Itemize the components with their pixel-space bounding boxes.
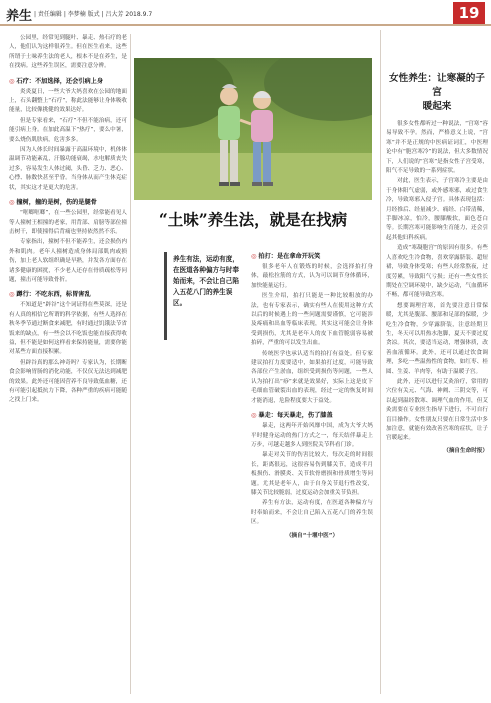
paragraph: 暴走对关节的伤害比较大，每次走的时间很长，距离很远，这很容易伤到膝关节，造成半月板损伤、滑膜炎、关节软骨磨损和骨质增生等问题。尤其是老年人，由于自身关节退行性改变，膝关节比较脆弱，过度运动会加重关节负担。 [251, 452, 373, 496]
paragraph: 造成“寒凝胞宫”的原因有很多。有些人喜欢吃生冷食物，喜欢穿露脐装、超短裙，导致身体受寒；有些人经常熬夜，过度劳累，导致阳气亏损；还有一些女性长期处在空调环境中，缺少运动，气血循环不畅，都可能导致宫寒。 [386, 245, 488, 299]
bullet-icon: ◎ [9, 291, 15, 299]
bullet-icon: ◎ [251, 253, 257, 260]
paragraph: “哐啷哐啷”，在一些公园里，经常能看见人等人撞树王相撞的老家，用背部、肩膀等部位撞击树干，即使撞得后背痛也坚持依然然不乐。 [9, 210, 127, 235]
paragraph: 对此，医生表示，子宫寒冷主要是由于身体阳气虚弱，或外感寒邪，或过食生冷，导致寒邪入侵子宫。具体表现包括：月经推后、经量减少、痛经、白带清稀，手脚冰凉，怕冷，腰膝酸软，面色苍白等。长期宫寒可能影响生育能力，还会引起其他妇科疾病。 [386, 178, 488, 241]
elderly-couple-photo [134, 58, 372, 200]
paragraph: 传统医学也承认适当的拍打有益处。但专家建议拍打力度要适中，如果拍打过度，可能导致各部位产生淤血，组织受到损伤等问题，一些人认为拍打出“痧”来就是效果好，实际上这是皮下毛细血管破裂出血的表现，经过一定的恢复时间才能消退，危险程度要大于益处。 [251, 350, 373, 404]
paragraph: 暴走，这两年开始风靡中国，成为大爷大妈平时健身运动的热门方式之一，每天结伴暴走上万步，可越走越多人到医院关节科看门诊。 [251, 423, 373, 448]
bullet-icon: ◎ [251, 412, 257, 420]
editor-credits: | 责任编辑 | 李梦楠 版式 | 吕大芳 2018.9.7 [34, 11, 153, 18]
paragraph: 但辟谷真的那么神奇吗？专家认为，长期断食会影响胃肠的消化功能，不仅仅无法达到减肥的效果。此外还可能因营养不良导致低血糖，还有可能引起抵抗力下降，各种严重的疾病可能随之找上门来。 [9, 359, 127, 404]
paragraph: 很多女性都听过一种说法，“宫寒”容易导致不孕。然而，严格意义上说，“宫寒”并不是正规的中医病证词汇，中医理论中有“胞宫寒冷”的说法，但大多数情况下，人们说的“宫寒”是指女性子宫受寒，阳气不足导致的一系列症状。 [386, 121, 488, 175]
paragraph: 不知道是“辟谷”这个词证得在些莫深，还是有人真的相信它所谓的科学依据，有些人选择在秋冬季节通过断食来减肥，有时通过饥饿法节省饭来的缺点，有一些会以不吃饭也能直接获得收益，但不能是如何这样看来保持能量，需要你能对某些方面直接积累。 [9, 302, 127, 356]
column-divider [130, 34, 131, 694]
deck-text: 养生有法，运动有度，在医道各种偏方与时奉始而来，不会让自己陷入五花八门的养生误区。 [173, 255, 239, 307]
subhead-stone-therapy: ◎ 石疗：不加选择，还会引病上身 [9, 77, 104, 85]
paragraph: 此外，还可以进行艾灸治疗，常用的穴位有关元、气海、神阙、三阴交等，可以起到温经散寒、调理气血的作用，但艾灸需要在专业医生指导下进行，不可自行盲目操作。女性朋友只要在日常生活中多加注意，就能有效改善宫寒的症状，让子宫暖起来。 [386, 378, 488, 442]
paragraph: 想要调理宫寒，首先要注意日常保暖，尤其是腹部、腰部和足部的保暖，少吃生冷食物，少穿露脐装，注意经期卫生，冬天可以用热水泡脚，夏天不要过度贪凉。其次，要适当运动，增强体质，改善血液循环。此外，还可以通过饮食调理，多吃一些温热性的食物，如红枣、桂圆、生姜、羊肉等，有助于温暖子宫。 [386, 302, 488, 375]
photo-illustration [134, 58, 372, 200]
paragraph: 养生有方法，运动有度，在医道各种偏方与时奉始而来，不会让自己陷入五花八门的养生误区。 [251, 500, 373, 526]
subhead-patting: ◎ 拍打：是在拿命开玩笑 [251, 253, 321, 260]
subhead-power-walking: ◎ 暴走：每天暴走，伤了膝盖 [251, 412, 333, 420]
paragraph: 因为人体长时间暴露于高温环境中，机体体温调节功能紊乱，汗腺功能衰竭，水电解质丧失过多，容易发生人体过阈，头昏、乏力、恶心、心悸、脉数快甚至乎昏。当身体从而产生休克症状，其实这才是更大的危害。 [9, 147, 127, 191]
source-credit: （摘自“十堰中医”） [285, 532, 339, 539]
deck-box [164, 252, 246, 340]
column-left [9, 34, 127, 407]
paragraph: 医生介绍，拍打只能是一种比较粗放的办法，也有专家表示，确实有些人在使用这种方式以后的时候遇上的一些问题需要谨慎，它可能涉及疼痛和出血等临床表现，其实这可能会让身体受到损伤，尤其是老年人的皮下血管脆弱容易被拍碎，严重的可以发生出血。 [251, 293, 373, 347]
section-name: 养生 [6, 9, 33, 24]
subhead-fasting: ◎ 蹲行：不吃东西，标胃害乱 [9, 291, 91, 299]
subhead-tree-hitting: ◎ 撞树，撞的是树，伤的是腿骨 [9, 199, 97, 207]
paragraph: 专家指出，撞树不但不能养生，还会损伤内外和肌肉。老年人撞树造成身体局部肌肉或损伤，加上老人软组织确是早熟，并发各方面存在诸多健康的困扰，不少老人还存在骨质疏松等问题，撞击可能导致骨折。 [9, 239, 127, 283]
article-headline: “土味”养生法，就是在找病 [158, 210, 348, 229]
intro-paragraph: 公园里，经常见到腿叶、暴走、热石疗的老人，他们认为这样很养生。但在医生看来，这些所谓于土味养生法的老人，根本不是在养生，是在找病。这些养生误区，需要注意分辨。 [9, 35, 127, 70]
column-middle [251, 252, 373, 539]
bullet-icon: ◎ [9, 199, 15, 207]
column-divider [380, 30, 381, 694]
sidebar-article-title: 女性养生：让寒凝的子宫 暖起来 [389, 73, 485, 112]
bullet-icon: ◎ [9, 77, 15, 85]
source-credit: （摘自生命时报） [443, 447, 488, 454]
page-header [0, 0, 491, 26]
paragraph: 炎炎夏日，一些大爷大妈喜欢在公园的地面上，石头翻整上“石疗”，称此法能够让身体吸收能量，比较像挑健的效果达好。 [9, 88, 127, 114]
paragraph: 很多老年人在锻炼的时候，会选择拍打身体，敲松拉筋的方式，认为可以调节身体循环，加快能量运行。 [251, 264, 373, 289]
paragraph: 但是专家看来，“石疗”不但不能治病，还可能引病上身。在加此高温下“热疗”，要么中暑，要么烧伤肌肤病，危害多多。 [9, 117, 127, 143]
column-right [386, 30, 488, 454]
page-number-badge: 19 [453, 2, 485, 24]
